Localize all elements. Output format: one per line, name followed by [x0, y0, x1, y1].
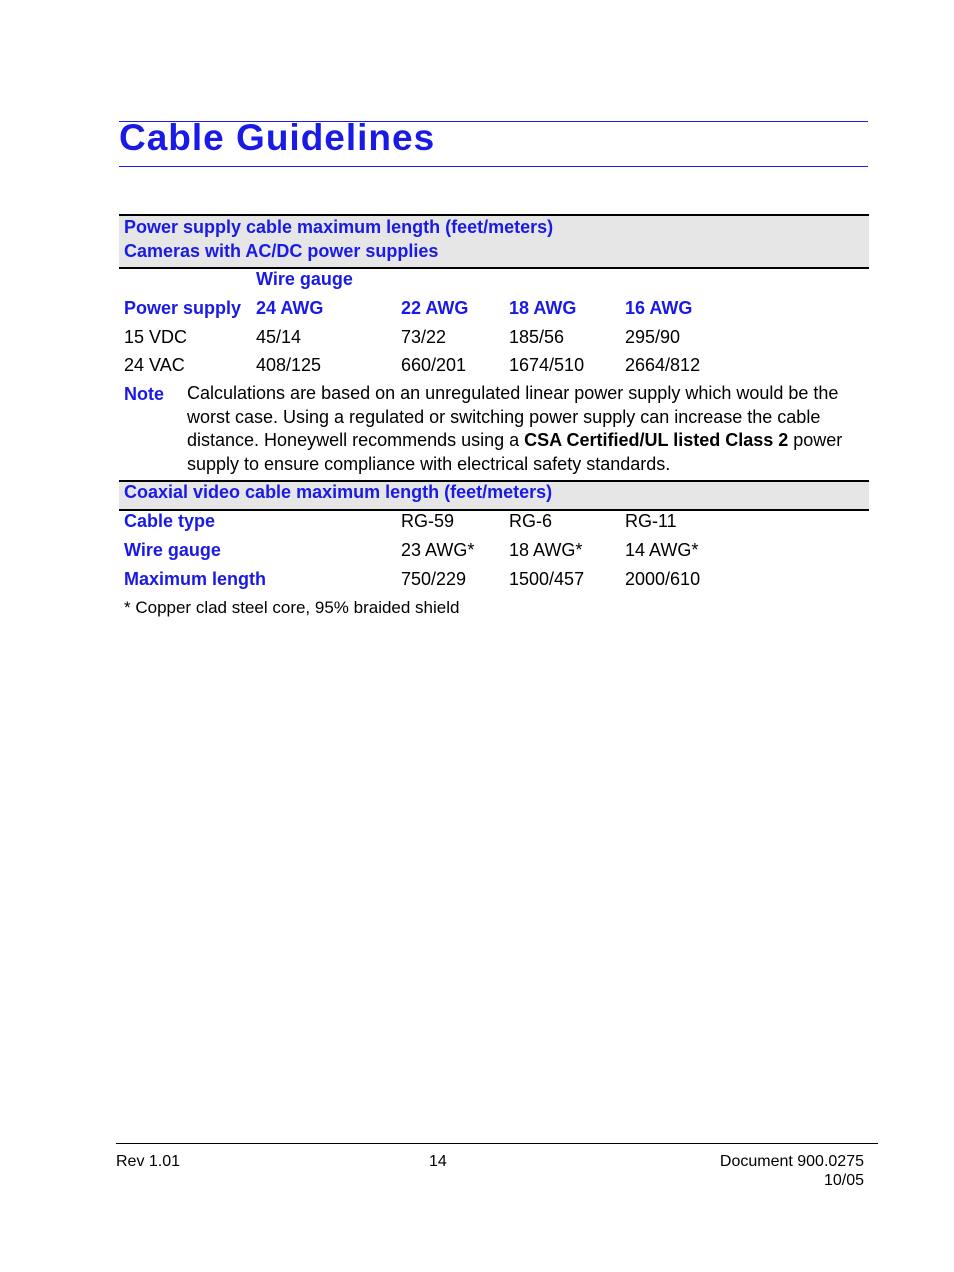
power-table-heading-line2: Cameras with AC/DC power supplies [124, 241, 439, 261]
row-24vac-16awg: 2664/812 [625, 355, 701, 375]
row-24vac-label: 24 VAC [124, 355, 185, 375]
coax-row-cable-type-rg59: RG-59 [401, 511, 455, 531]
row-15vdc-22awg: 73/22 [401, 327, 447, 347]
coax-row-max-length-rg59: 750/229 [401, 569, 467, 589]
footer-rule [116, 1143, 878, 1144]
col-header-power-supply: Power supply [124, 298, 242, 318]
coax-row-max-length-rg6: 1500/457 [509, 569, 585, 589]
footer-date: 10/05 [823, 1172, 864, 1189]
coax-row-max-length-label: Maximum length [124, 569, 267, 589]
note-label: Note [124, 384, 164, 404]
footer-page-number: 14 [429, 1153, 447, 1170]
row-24vac-24awg: 408/125 [256, 355, 322, 375]
coax-row-wire-gauge-rg11: 14 AWG* [625, 540, 699, 560]
col-header-22awg: 22 AWG [401, 298, 469, 318]
coax-row-cable-type-rg6: RG-6 [509, 511, 553, 531]
row-15vdc-16awg: 295/90 [625, 327, 681, 347]
footer-document: Document 900.0275 [719, 1153, 864, 1170]
col-header-18awg: 18 AWG [509, 298, 577, 318]
col-header-16awg: 16 AWG [625, 298, 693, 318]
row-15vdc-24awg: 45/14 [256, 327, 302, 347]
coax-row-wire-gauge-rg6: 18 AWG* [509, 540, 583, 560]
page-title: Cable Guidelines [119, 117, 436, 158]
coax-footnote: * Copper clad steel core, 95% braided shield [124, 598, 460, 617]
title-bottom-rule [119, 166, 868, 167]
coax-row-max-length-rg11: 2000/610 [625, 569, 701, 589]
row-24vac-22awg: 660/201 [401, 355, 467, 375]
footer-rev: Rev 1.01 [116, 1153, 181, 1170]
coax-row-cable-type-rg11: RG-11 [625, 511, 677, 531]
coax-row-cable-type-label: Cable type [124, 511, 216, 531]
power-table-heading-line1: Power supply cable maximum length (feet/meters) [124, 217, 554, 237]
wire-gauge-label: Wire gauge [256, 269, 353, 289]
note-text-bold: CSA Certified/UL listed Class 2 [524, 430, 789, 450]
coax-table-heading-bottom-rule [119, 509, 869, 511]
power-table-heading-bottom-rule [119, 267, 869, 269]
note-text-part2: power supply to ensure compliance with electrical safety standards. [187, 430, 843, 474]
row-15vdc-18awg: 185/56 [509, 327, 565, 347]
row-24vac-18awg: 1674/510 [509, 355, 585, 375]
row-15vdc-label: 15 VDC [124, 327, 188, 347]
coax-row-wire-gauge-label: Wire gauge [124, 540, 221, 560]
note-text [187, 382, 867, 476]
note-text-part1: Calculations are based on an unregulated linear power supply which would be the worst case. Using a regulated or switching power supply can increase the cable distance. Honeywell recommends using a [187, 383, 839, 450]
coax-table-heading: Coaxial video cable maximum length (feet/meters) [124, 482, 553, 502]
col-header-24awg: 24 AWG [256, 298, 324, 318]
coax-row-wire-gauge-rg59: 23 AWG* [401, 540, 475, 560]
